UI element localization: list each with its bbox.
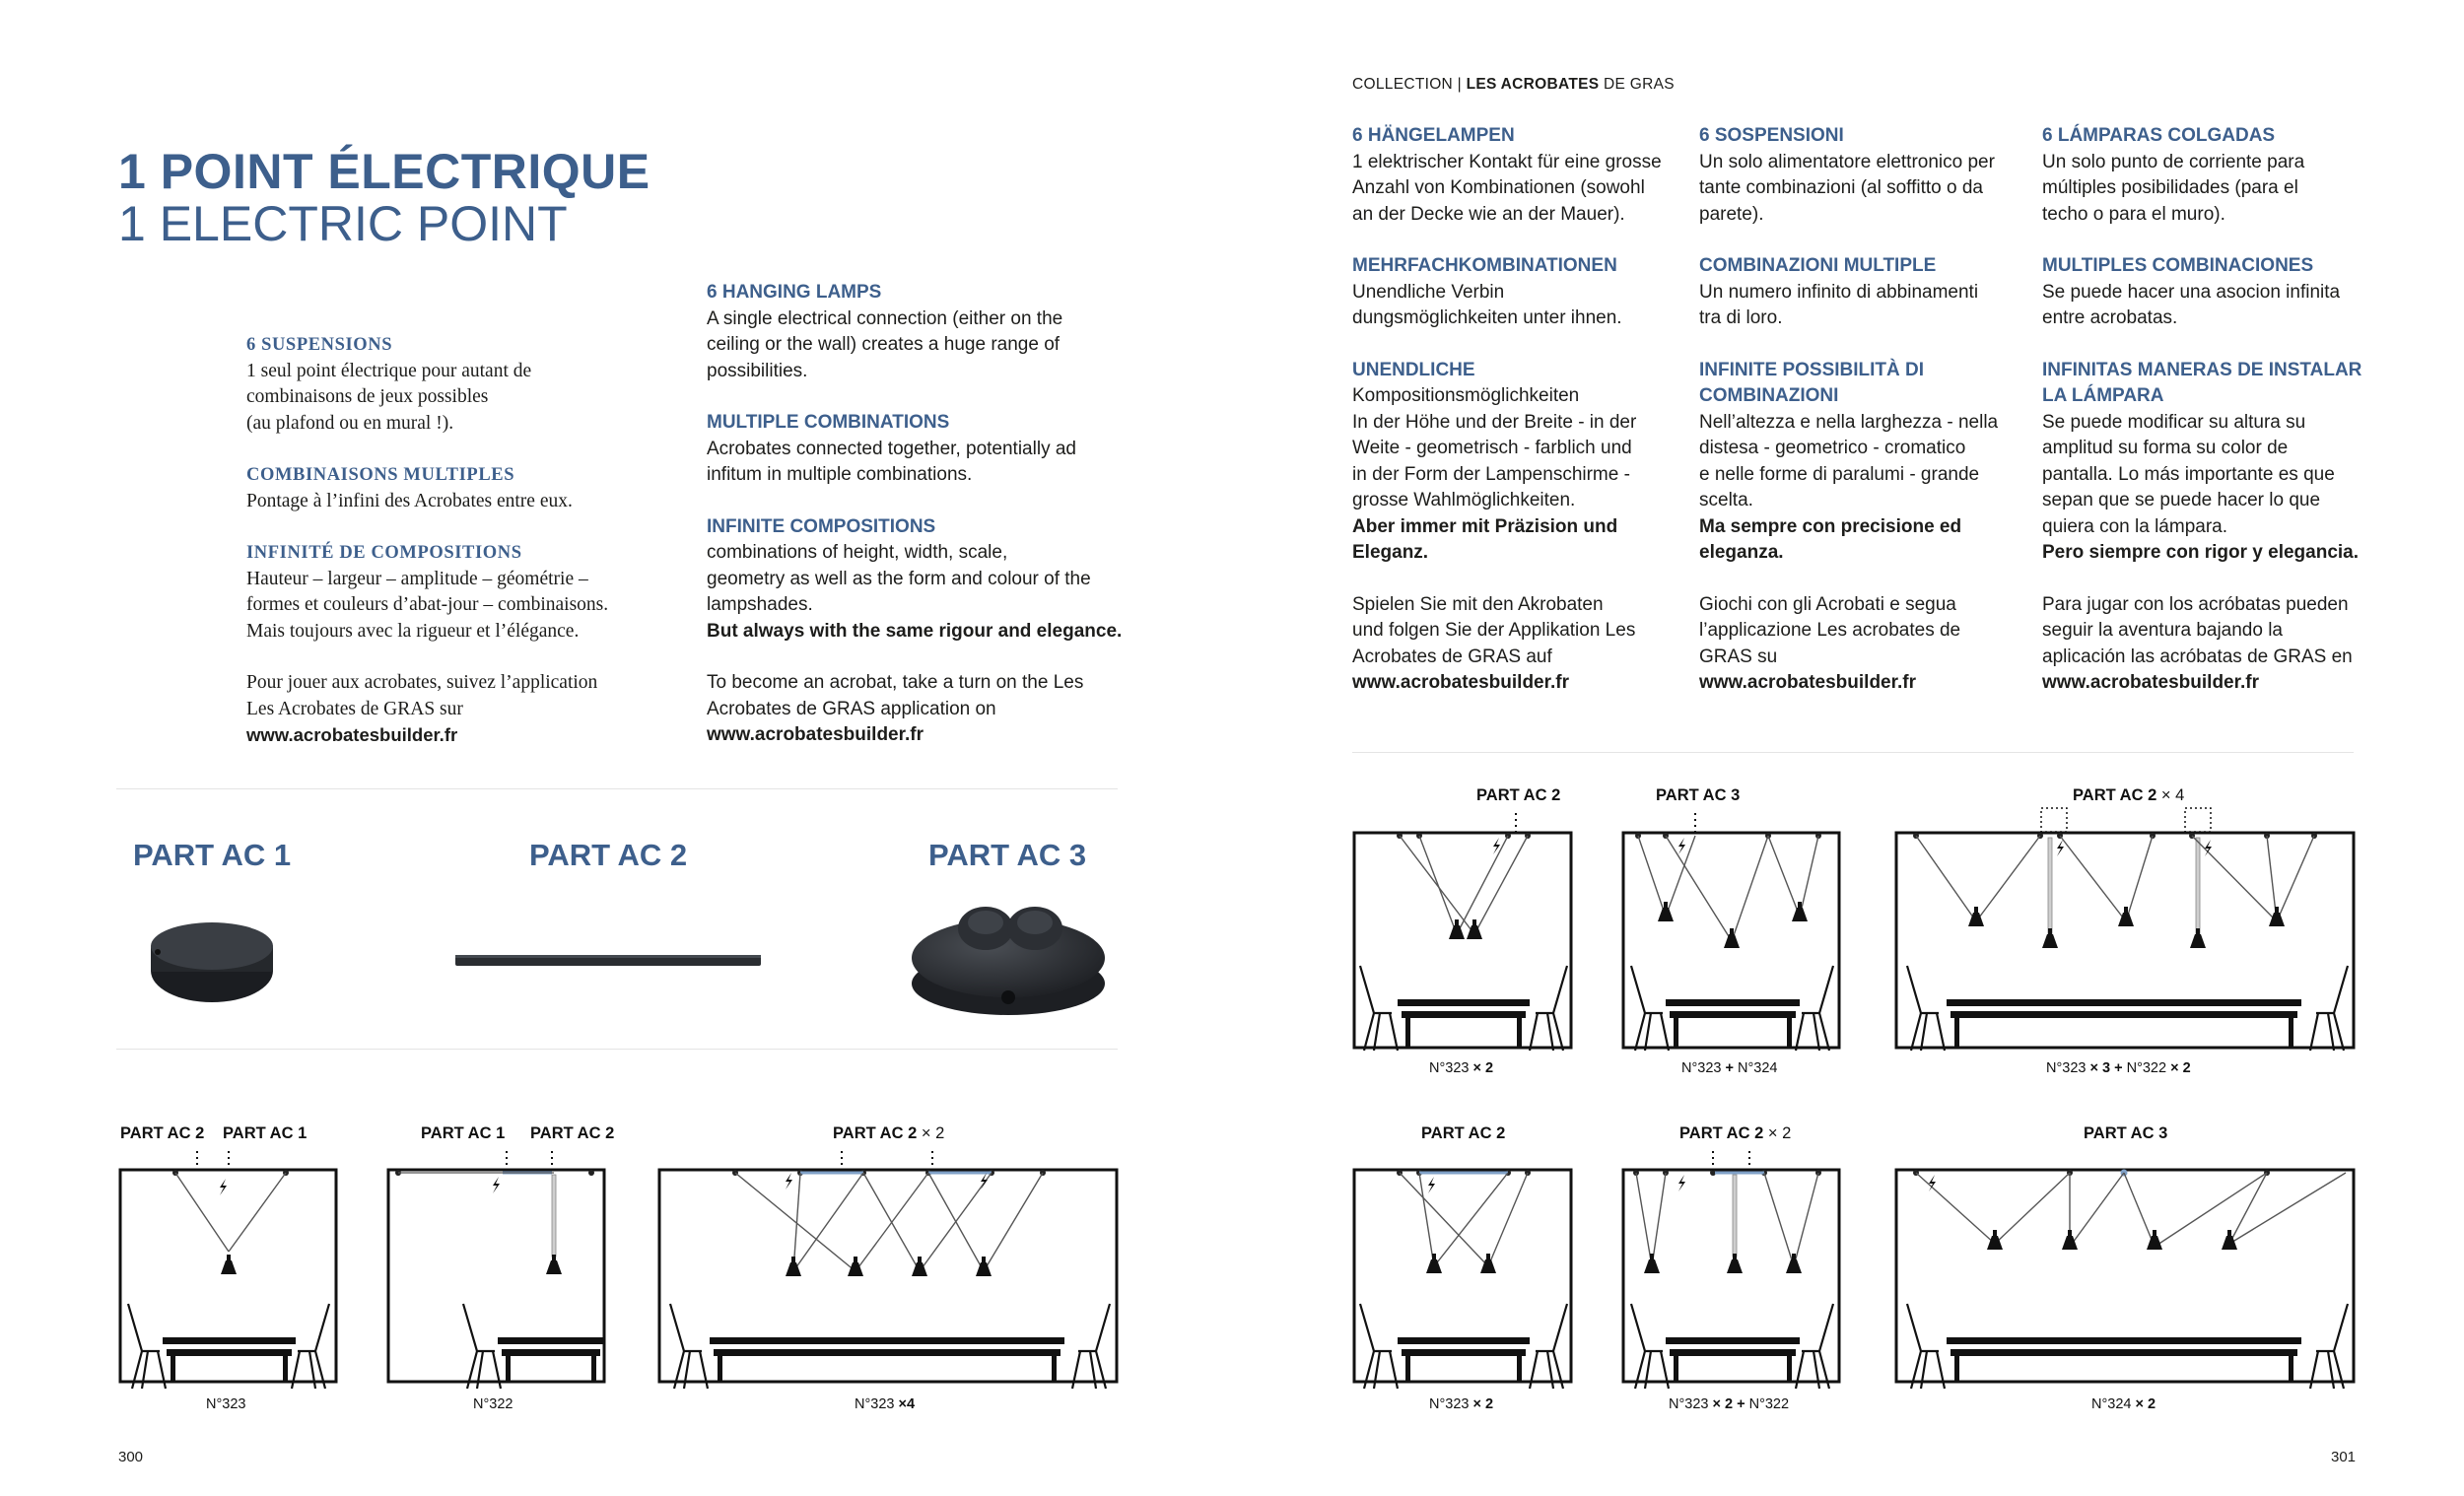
table-leg <box>1954 1011 1959 1048</box>
part-ac2-label: PART AC 2 <box>529 838 688 872</box>
table-apron <box>502 1349 600 1356</box>
lamp-neck <box>1664 902 1668 909</box>
lamp-shade-icon <box>2190 934 2206 948</box>
lamp-neck <box>918 1257 922 1263</box>
suspension-rod <box>1733 1175 1737 1257</box>
chair-icon <box>1360 1304 1398 1389</box>
chair-icon <box>128 1304 166 1389</box>
electric-bolt-icon <box>1678 1175 1685 1191</box>
d7-caption: N°323 × 2 <box>1429 1396 1494 1412</box>
cable-line <box>1434 1173 1508 1266</box>
table-apron <box>1951 1349 2297 1356</box>
italian-heading-2: COMBINAZIONI MULTIPLE <box>1699 255 1937 276</box>
d8-label: PART AC 2 × 2 <box>1679 1124 1792 1142</box>
ceiling-anchor <box>588 1170 594 1176</box>
d6-label: PART AC 2 × 4 <box>2073 786 2185 804</box>
table-top <box>1947 999 2301 1006</box>
lamp-shade-icon <box>546 1260 562 1274</box>
table-apron <box>714 1349 1061 1356</box>
cable-line <box>2070 1173 2124 1247</box>
french-paragraph-4: Pour jouer aux acrobates, suivez l’application Les Acrobates de GRAS sur <box>246 672 598 719</box>
german-heading-3: UNENDLICHE <box>1352 359 1475 380</box>
collection-header: COLLECTION | LES ACROBATES DE GRAS <box>1352 76 1675 93</box>
french-paragraph-2: Pontage à l’infini des Acrobates entre eux. <box>246 490 573 511</box>
part-ac1-label: PART AC 1 <box>133 838 292 872</box>
cable-line <box>1764 1173 1794 1266</box>
english-heading-2: MULTIPLE COMBINATIONS <box>707 412 950 433</box>
cable-line <box>928 1173 984 1271</box>
lamp-neck <box>1455 919 1459 926</box>
cable-line <box>1800 836 1818 917</box>
english-url-link[interactable]: www.acrobatesbuilder.fr <box>707 724 924 745</box>
suspension-rod <box>2048 838 2052 941</box>
lamp-neck <box>1472 919 1476 926</box>
table-leg <box>1405 1349 1410 1382</box>
table-apron <box>1670 1011 1796 1018</box>
cable-line <box>1768 836 1800 917</box>
lamp-neck <box>2068 1230 2072 1237</box>
chair-icon <box>292 1304 329 1389</box>
electric-bolt-icon <box>2057 840 2064 856</box>
table-leg <box>1787 1011 1792 1048</box>
lamp-neck <box>1432 1254 1436 1260</box>
lamp-shade-icon <box>1449 925 1465 939</box>
lamp-neck <box>2227 1230 2231 1237</box>
cable-line <box>1488 1173 1528 1266</box>
table-top <box>1666 999 1800 1006</box>
page-number-left: 300 <box>118 1449 144 1465</box>
table-top <box>1398 999 1530 1006</box>
connection-box <box>2185 808 2211 832</box>
d1-caption: N°323 <box>206 1396 246 1412</box>
d1-label-1: PART AC 2 <box>120 1124 205 1142</box>
french-paragraph-3: Hauteur – largeur – amplitude – géométrie – formes et couleurs d’abat-jour – combinaisons. Mais toujours avec la rigueur et l’élégance. <box>246 568 609 642</box>
table-leg <box>718 1349 722 1382</box>
table-leg <box>1674 1011 1678 1048</box>
d9-label: PART AC 3 <box>2084 1124 2168 1142</box>
german-text-column: 6 HÄNGELAMPEN 1 elektrischer Kontakt für eine grosse Anzahl von Kombinationen (sowohl an der Decke wie an der Mauer). MEHRFACHKOMBINATIONEN Unendliche Verbin dungsmöglichkeiten unter ihnen. UNENDLICHE Kompositionsmöglichkeiten In der Höhe und der Breite - in der Weite - geometrisch - farblich und in der Form der Lampenschirme - grosse Wahlmöglichkeiten. Aber immer mit Präzision und Eleganz. Spielen Sie mit den Akrobaten und folgen Sie der Applikation Les Acrobates de GRAS auf www.acrobatesbuilder.fr <box>1352 123 1687 697</box>
italian-text-column: 6 SOSPENSIONI Un solo alimentatore elettronico per tante combinazioni (al soffitto o da parete). COMBINAZIONI MULTIPLE Un numero infinito di abbinamenti tra di loro. INFINITE POSSIBILITÀ DI COMBINAZIONI Nell’altezza e nella larghezza - nella distesa - geometrico - cromatico e nelle forme di paralumi - grande scelta. Ma sempre con precisione ed eleganza. Giochi con gli Acrobati e segua l’applicazione Les acrobates de GRAS su www.acrobatesbuilder.fr <box>1699 123 2034 697</box>
lamp-neck <box>982 1257 986 1263</box>
suspension-rod <box>552 1175 556 1257</box>
cable-line <box>2192 836 2277 921</box>
french-paragraph-1: 1 seul point électrique pour autant de combinaisons de jeux possibles (au plafond ou en mural !). <box>246 360 532 434</box>
french-heading-1: 6 SUSPENSIONS <box>246 335 393 355</box>
electric-bolt-icon <box>1428 1177 1435 1193</box>
table-top <box>1947 1337 2301 1344</box>
lamp-shade-icon <box>1724 934 1740 948</box>
table-leg <box>1674 1349 1678 1382</box>
table-top <box>710 1337 1064 1344</box>
lamp-shade-icon <box>1727 1259 1743 1273</box>
english-paragraph-2: Acrobates connected together, potentially ad infitum in multiple combinations. <box>707 438 1076 485</box>
chair-icon <box>1530 1304 1567 1389</box>
english-heading-3: INFINITE COMPOSITIONS <box>707 515 936 537</box>
table-top <box>498 1337 604 1344</box>
table-leg <box>506 1349 511 1382</box>
table-leg <box>283 1349 288 1382</box>
d5-label: PART AC 3 <box>1656 786 1741 804</box>
lamp-neck <box>791 1257 795 1263</box>
cable-line <box>175 1173 229 1252</box>
italian-heading-1: 6 SOSPENSIONI <box>1699 125 1844 146</box>
chair-icon <box>1631 966 1669 1051</box>
table-leg <box>2289 1349 2293 1382</box>
lamp-shade-icon <box>2269 913 2285 926</box>
electric-bolt-icon <box>220 1179 227 1195</box>
lamp-neck <box>2048 928 2052 935</box>
d3-label: PART AC 2 × 2 <box>833 1124 945 1142</box>
cable-line <box>2126 836 2153 921</box>
lamp-neck <box>2153 1230 2156 1237</box>
french-url-link[interactable]: www.acrobatesbuilder.fr <box>246 724 458 745</box>
lamp-shade-icon <box>221 1260 237 1274</box>
chair-icon <box>2310 966 2348 1051</box>
english-heading-1: 6 HANGING LAMPS <box>707 282 882 303</box>
d4-label: PART AC 2 <box>1476 786 1561 804</box>
table-top <box>1398 1337 1530 1344</box>
lamp-neck <box>2196 928 2200 935</box>
chair-icon <box>2310 1304 2348 1389</box>
french-heading-2: COMBINAISONS MULTIPLES <box>246 465 515 485</box>
table-leg <box>1954 1349 1959 1382</box>
table-leg <box>591 1349 596 1382</box>
german-url-link[interactable]: www.acrobatesbuilder.fr <box>1352 672 1569 693</box>
chair-icon <box>670 1304 708 1389</box>
cable-line <box>1400 1173 1488 1266</box>
d9-caption: N°324 × 2 <box>2091 1396 2156 1412</box>
lamp-neck <box>552 1255 556 1261</box>
d8-caption: N°323 × 2 + N°322 <box>1669 1396 1790 1412</box>
lamp-neck <box>2124 907 2128 914</box>
lamp-neck <box>1798 902 1802 909</box>
d4-caption: N°323 × 2 <box>1429 1060 1494 1076</box>
suspension-rod <box>2196 838 2200 941</box>
lamp-neck <box>1974 907 1978 914</box>
cable-line <box>1732 836 1768 941</box>
electric-bolt-icon <box>786 1173 792 1190</box>
chair-icon <box>1631 1304 1669 1389</box>
part-ac3-label: PART AC 3 <box>928 838 1087 872</box>
d6-caption: N°323 × 3 + N°322 × 2 <box>2046 1060 2191 1076</box>
lamp-neck <box>1486 1254 1490 1260</box>
table-leg <box>1787 1349 1792 1382</box>
page-number-right: 301 <box>2331 1449 2357 1465</box>
table-apron <box>1402 1349 1526 1356</box>
table-leg <box>1517 1011 1522 1048</box>
electric-bolt-icon <box>493 1177 500 1193</box>
chair-icon <box>463 1304 501 1389</box>
table-leg <box>2289 1011 2293 1048</box>
electric-bolt-icon <box>1678 838 1685 854</box>
lamp-neck <box>2275 907 2279 914</box>
cable-line <box>2277 836 2314 921</box>
french-heading-3: INFINITÉ DE COMPOSITIONS <box>246 543 522 563</box>
chair-icon <box>1907 1304 1945 1389</box>
german-heading-2: MEHRFACHKOMBINATIONEN <box>1352 255 1617 276</box>
chair-icon <box>1907 966 1945 1051</box>
chair-icon <box>1796 1304 1833 1389</box>
chair-icon <box>1072 1304 1110 1389</box>
spanish-url-link[interactable]: www.acrobatesbuilder.fr <box>2042 672 2259 693</box>
d3-caption: N°323 ×4 <box>855 1396 916 1412</box>
cable-line <box>2229 1173 2346 1244</box>
table-apron <box>1670 1349 1796 1356</box>
lamp-shade-icon <box>2062 1236 2078 1250</box>
cable-line <box>2060 836 2126 921</box>
table-top <box>163 1337 296 1344</box>
cable-line <box>1976 836 2040 921</box>
table-top <box>1666 1337 1800 1344</box>
lamp-shade-icon <box>2222 1236 2237 1250</box>
cable-line <box>984 1173 1043 1271</box>
italian-url-link[interactable]: www.acrobatesbuilder.fr <box>1699 672 1916 693</box>
cable-line <box>1916 836 1976 921</box>
table-leg <box>1405 1011 1410 1048</box>
table-leg <box>171 1349 175 1382</box>
connection-box <box>2041 808 2067 832</box>
english-paragraph-1: A single electrical connection (either on the ceiling or the wall) creates a huge range of possibilities. <box>707 307 1063 381</box>
table-apron <box>167 1349 292 1356</box>
lamp-shade-icon <box>1786 1259 1802 1273</box>
spanish-heading-2: MULTIPLES COMBINACIONES <box>2042 255 2314 276</box>
d7-label: PART AC 2 <box>1421 1124 1506 1142</box>
cable-line <box>1636 1173 1652 1266</box>
lamp-shade-icon <box>1658 908 1674 921</box>
english-paragraph-4: To become an acrobat, take a turn on the Les Acrobates de GRAS application on <box>707 672 1084 719</box>
cable-line <box>1995 1173 2070 1244</box>
d1-label-2: PART AC 1 <box>223 1124 308 1142</box>
d2-label-1: PART AC 1 <box>421 1124 506 1142</box>
table-leg <box>1517 1349 1522 1382</box>
lamp-shade-icon <box>1644 1259 1660 1273</box>
lamp-shade-icon <box>1792 908 1808 921</box>
cable-line <box>1638 836 1666 917</box>
page-title-english: 1 ELECTRIC POINT <box>118 196 568 251</box>
cable-line <box>2124 1173 2155 1247</box>
lamp-neck <box>227 1255 231 1261</box>
english-paragraph-3: combinations of height, width, scale, geometry as well as the form and colour of the lampshades. But always with the same rigour and elegance. <box>707 542 1123 642</box>
lamp-neck <box>1993 1230 1997 1237</box>
cable-line <box>229 1173 286 1252</box>
cable-line <box>1419 836 1457 934</box>
page-title-french: 1 POINT ÉLECTRIQUE <box>118 144 650 199</box>
chair-icon <box>1530 966 1567 1051</box>
table-leg <box>1052 1349 1057 1382</box>
lamp-neck <box>854 1257 857 1263</box>
spanish-text-column: 6 LÁMPARAS COLGADAS Un solo punto de corriente para múltiples posibilidades (para el techo o para el muro). MULTIPLES COMBINACIONES Se puede hacer una asocion infinita entre acrobatas. INFINITAS MANERAS DE INSTALAR LA LÁMPARA Se puede modificar su altura su amplitud su forma su color de pantalla. Lo más importante es que sepan que se puede hacer lo que quiera con la lámpara. Pero siempre con rigor y elegancia. Para jugar con los acróbatas pueden seguir la aventura bajando la aplicación las acróbatas de GRAS en www.acrobatesbuilder.fr <box>2042 123 2397 697</box>
spanish-heading-3: INFINITAS MANERAS DE INSTALAR LA LÁMPARA <box>2042 359 2362 406</box>
chair-icon <box>1360 966 1398 1051</box>
d5-caption: N°323 + N°324 <box>1681 1060 1778 1076</box>
lamp-neck <box>1792 1254 1796 1260</box>
lamp-neck <box>1730 928 1734 935</box>
cable-line <box>1794 1173 1818 1266</box>
lamp-shade-icon <box>976 1262 992 1276</box>
lamp-shade-icon <box>2042 934 2058 948</box>
d2-caption: N°322 <box>473 1396 513 1412</box>
cable-line <box>2155 1173 2267 1247</box>
cable-line <box>1652 1173 1666 1266</box>
chair-icon <box>1796 966 1833 1051</box>
italian-heading-3: INFINITE POSSIBILITÀ DI COMBINAZIONI <box>1699 359 1925 406</box>
german-heading-1: 6 HÄNGELAMPEN <box>1352 125 1515 146</box>
lamp-neck <box>1650 1254 1654 1260</box>
table-apron <box>1402 1011 1526 1018</box>
spanish-heading-1: 6 LÁMPARAS COLGADAS <box>2042 125 2276 146</box>
lamp-neck <box>1733 1254 1737 1260</box>
d2-label-2: PART AC 2 <box>530 1124 615 1142</box>
cable-line <box>1400 836 1474 934</box>
table-apron <box>1951 1011 2297 1018</box>
cable-line <box>793 1173 863 1271</box>
cable-line <box>1916 1173 1995 1244</box>
lamp-shade-icon <box>1426 1259 1442 1273</box>
cable-line <box>863 1173 920 1271</box>
